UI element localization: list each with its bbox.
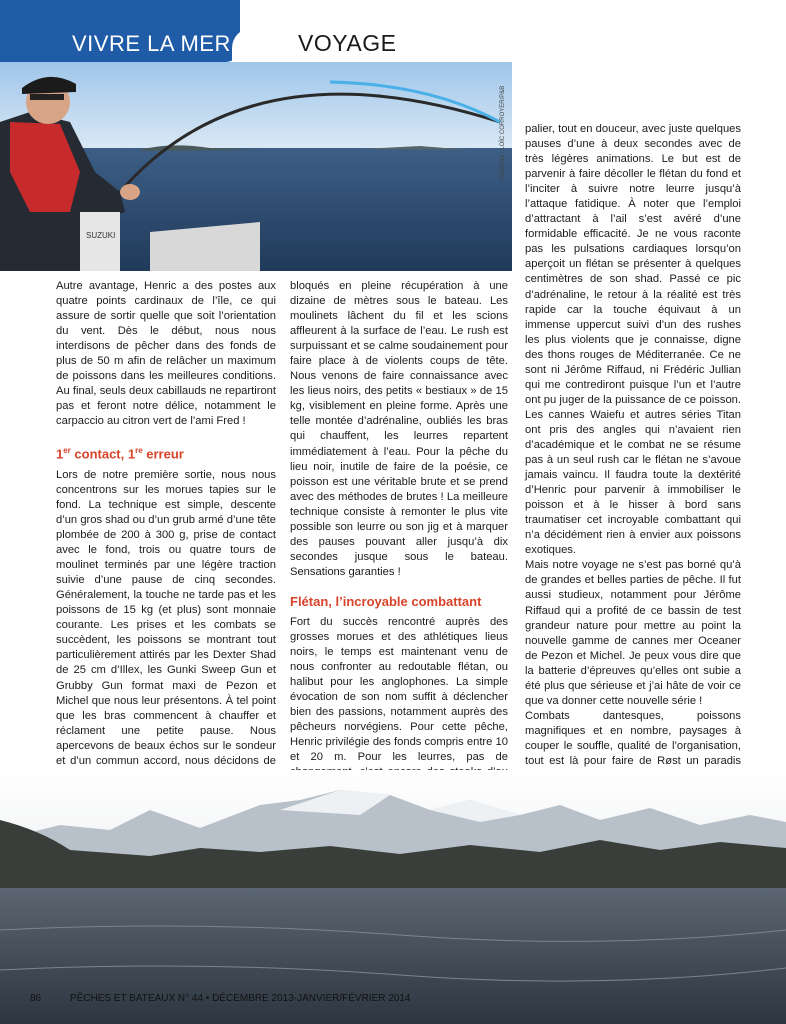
paragraph: Mais notre voyage ne s’est pas borné qu’à de grandes et belles parties de pêche. Il fut aussi studieux, notamment pour Jérôme Riffaud qui a profité de ce bassin de test grandeur nature pour mettre au point la nouvelle gamme de cannes mer Oceaner de Pezon et Michel. Je peux vous dire que la batterie d’épreuves qu’elles ont subie a été plus que sérieuse et j’ai hâte de voir ce que va donner cette nouvelle série ! [525,559,741,707]
photo-credit: PHOTOS : LOÏC CORROYER/P&B [500,85,506,180]
svg-text:SUZUKI: SUZUKI [86,231,116,240]
rubric-title: VOYAGE [298,30,397,56]
paragraph: Combats dantesques, poissons magnifiques et en nombre, paysages à couper le souffle, qualité de l’organisation, tout est là pour faire de Røst un paradis [525,709,741,875]
section-title: VIVRE LA MER [72,31,231,56]
landscape-photo [0,770,786,1024]
paragraph: bloqués en pleine récupération à une dizaine de mètres sous le bateau. Les moulinets lâchent du fil et les scions affleurent à la surface de l’eau. Le rush est surpuissant et se calme soudainement pour faire place à de violents coups de tête. Nous venons de faire connaissance avec les lieus noirs, des petits « bestiaux » de 15 kg, visiblement en pleine forme. Après une telle montée d’adrénaline, oubliés les bras qui chauffent, les leurres repartent immédiatement à l’eau. Pour la pêche du lieu noir, inutile de faire de la poésie, ce poisson est une véritable brute et se prend avec des méthodes de brutes ! La meilleure technique consiste à remonter le plus vite possible son leurre ou son jig et à marquer des pauses pouvant aller jusqu’à dix secondes jusque sous le bateau. Sensations garanties ! [290,280,508,578]
section-tab [0,0,240,62]
subheading-fletan: Flétan, l’incroyable combattant [290,593,482,609]
page-number: 86 [30,993,42,1004]
rubric-tab [232,28,512,62]
fisherman-photo [0,62,512,271]
paragraph: Fort du succès rencontré auprès des grosses morues et des athlétiques lieus noirs, le temps est maintenant venu de nous confronter au redoutable flétan, ou halibut pour les anglophones. La simple évocation de son nom suffit à déclencher bien des passions, notamment auprès des pêcheurs norvégiens. Pour cette pêche, Henric privilégie des fonds compris entre 10 et 20 m. Pour les leurres, pas de [290,615,508,764]
paragraph: Autre avantage, Henric a des postes aux quatre points cardinaux de l’île, ce qui assure de sortir quelle que soit l’orientation du vent. Dès le début, nous nous interdisons de pêcher dans des fonds de plus de 50 m afin de relâcher un maximum de poissons dans les meilleures conditions. Au final, seuls deux cabillauds ne repartiront pas et feront notre délice, notamment le carpaccio au citron vert de l’ami Fred ! [56,280,276,428]
paragraph: palier, tout en douceur, avec juste quelques pauses d’une à deux secondes avec de très légères animations. Le but est de parvenir à faire décoller le flétan du fond et l’inciter à suivre notre leurre jusqu’à l’attaque fatidique. À noter que l’emploi d’attractant à l’ail s’est avéré d’une formidable efficacité. Je ne vous raconte pas les pulsations cardiaques lorsqu’on aperçoit un flétan se présenter à quelques centimètres de son shad. Passé ce pic d’adrénaline, le retour à la réalité est très rapide car la touche équivaut à un immense uppercut suivi d’un des rushes les plus violents que je connaisse, digne des thons rouges de Méditerranée. Ce ne sont ni Jérôme Riffaud, ni Frédéric Jullian qui me contrediront puisque l’un et l’autre ont pu juger de la puissance de ce poisson. Les cannes Waiefu et autres séries Titan ont pris des angles qui n’avaient rien d’académique et le combat ne se résume pas à un seul rush car le flétan ne s’avoue jamais vaincu. Il faudra toute la dextérité d’Henric pour parvenir à immobiliser le poisson et à le hisser à bord sans traumatiser cet incroyable combattant qui n’a décidément rien à envier aux poissons exotiques. [525,123,741,557]
magazine-issue: PÊCHES ET BATEAUX N° 44 • DÉCEMBRE 2013-JANVIER/FÉVRIER 2014 [69,993,411,1004]
page-footer [30,993,410,1004]
subheading-first-contact: 1er contact, 1re erreur [56,446,184,462]
paragraph: Lors de notre première sortie, nous nous concentrons sur les morues tapies sur le fond. La technique est simple, descente d’un gros shad ou d’un grub armé d’une tête plombée de 200 à 300 g, prise de contact avec le fond, trois ou quatre tours de moulinet terminés par une légère traction suivie d’une pause de cinq secondes. Généralement, la touche ne tarde pas et les poissons de 15 kg (et plus) sont monnaie courante. Les prises et les combats se succèdent, les poissons se montrant tout particulièrement attirés par les Dexter Shad de 25 cm d’Illex, les Gunki Sweep Gun et Grubby Gun format maxi de Pezon et Michel que nous leur présentons. À tel point que les bras commencent à chauffer et réclament une petite pause. Nous apercevons de beaux échos sur le sondeur et d’un commun accord, nous décidons de [56,468,276,767]
